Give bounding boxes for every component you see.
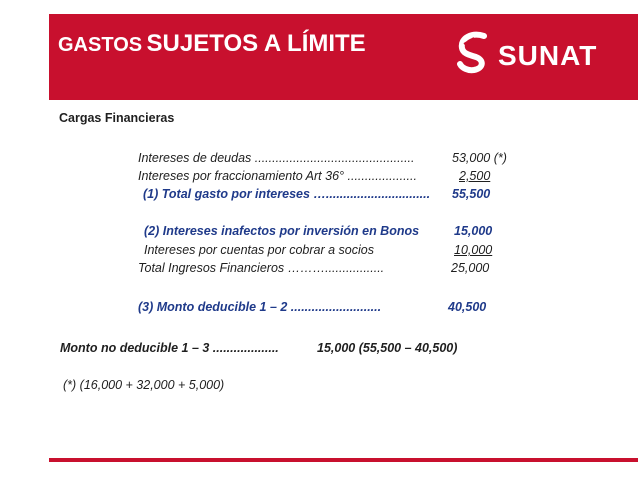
row-monto-deducible-value: 40,500: [448, 300, 487, 314]
row-intereses-inafectos-label: (2) Intereses inafectos por inversión en Bonos: [144, 224, 420, 238]
sunat-logo-icon: [454, 30, 494, 78]
row-total-gasto-label: (1) Total gasto por intereses …..............................: [143, 187, 431, 201]
sunat-logo-text: SUNAT: [498, 40, 598, 71]
footer-rule: [49, 458, 638, 462]
row-intereses-deudas-label: Intereses de deudas ..............................................: [138, 151, 415, 165]
row-total-gasto-value: 55,500: [452, 187, 491, 201]
row-intereses-cuentas-label: Intereses por cuentas por cobrar a socios: [144, 243, 374, 257]
row-monto-no-deducible-label: Monto no deducible 1 – 3 ...................: [60, 341, 279, 355]
row-intereses-fraccionamiento-label: Intereses por fraccionamiento Art 36° ....................: [138, 169, 417, 183]
footnote: (*) (16,000 + 32,000 + 5,000): [63, 378, 225, 392]
row-intereses-inafectos-value: 15,000: [454, 224, 493, 238]
row-monto-deducible-label: (3) Monto deducible 1 – 2 ..........................: [138, 300, 382, 314]
row-intereses-cuentas-value: 10,000: [454, 243, 493, 257]
title-part-2: SUJETOS A LÍMITE: [146, 30, 366, 57]
sunat-logo: [454, 30, 614, 86]
row-intereses-deudas-value: 53,000 (*): [452, 151, 507, 165]
section-heading: Cargas Financieras: [59, 111, 175, 125]
slide-title: [58, 30, 366, 58]
row-monto-no-deducible-value: 15,000 (55,500 – 40,500): [317, 341, 458, 355]
title-part-1: GASTOS: [58, 34, 143, 56]
row-total-ingresos-label: Total Ingresos Financieros ……….................: [138, 261, 385, 275]
row-total-ingresos-value: 25,000: [451, 261, 490, 275]
row-intereses-fraccionamiento-value: 2,500: [459, 169, 491, 183]
